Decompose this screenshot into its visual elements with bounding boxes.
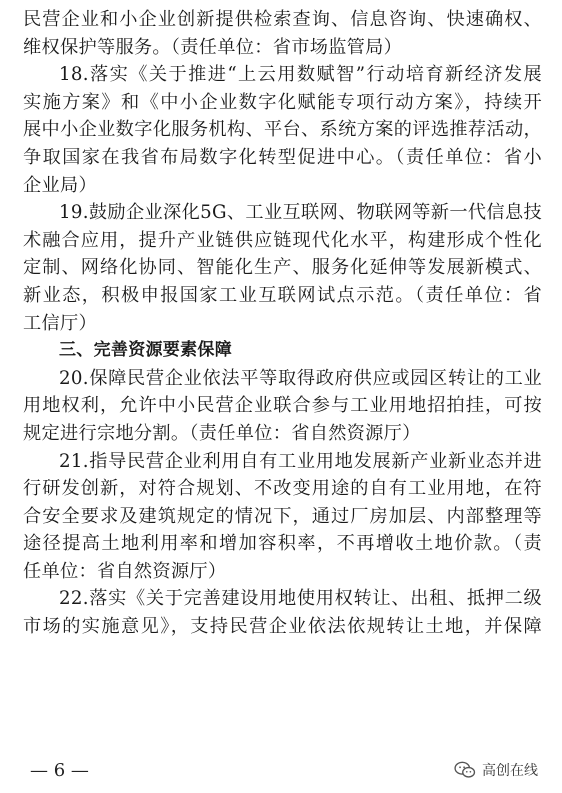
text-line: 用地权利，允许中小民营企业联合参与工业用地招拍挂，可按 xyxy=(23,395,542,417)
text-line: 工信厅） xyxy=(23,312,97,334)
watermark xyxy=(454,760,538,780)
text-line: 18.落实《关于推进“上云用数赋智”行动培育新经济发展 xyxy=(59,64,542,86)
text-line: 任单位：省自然资源厅） xyxy=(23,560,227,582)
text-line: 定制、网络化协同、智能化生产、服务化延伸等发展新模式、 xyxy=(23,257,542,279)
text-line: 行研发创新，对符合规划、不改变用途的自有工业用地，在符 xyxy=(23,478,542,500)
text-line: 20.保障民营企业依法平等取得政府供应或园区转让的工业 xyxy=(59,367,542,389)
text-line: 19.鼓励企业深化5G、工业互联网、物联网等新一代信息技 xyxy=(59,202,542,224)
text-line: 争取国家在我省布局数字化转型促进中心。（责任单位：省小 xyxy=(23,146,542,168)
text-line: 合安全要求及建筑规定的情况下，通过厂房加层、内部整理等 xyxy=(23,505,542,527)
wechat-icon xyxy=(454,761,476,779)
text-line: 民营企业和小企业创新提供检索查询、信息咨询、快速确权、 xyxy=(23,9,542,30)
text-line: 新业态，积极申报国家工业互联网试点示范。（责任单位：省 xyxy=(23,284,542,306)
section-heading: 三、完善资源要素保障 xyxy=(59,340,232,361)
page-number: — 6 — xyxy=(30,760,89,781)
text-line: 展中小企业数字化服务机构、平台、系统方案的评选推荐活动， xyxy=(23,119,542,141)
text-line: 维权保护等服务。（责任单位：省市场监管局） xyxy=(23,36,403,58)
text-line: 22.落实《关于完善建设用地使用权转让、出租、抵押二级 xyxy=(59,588,542,610)
text-line: 企业局） xyxy=(23,174,97,196)
text-line: 途径提高土地利用率和增加容积率，不再增收土地价款。（责 xyxy=(23,533,542,555)
watermark-text: 高创在线 xyxy=(482,763,538,779)
text-line: 规定进行宗地分割。（责任单位：省自然资源厅） xyxy=(23,422,421,444)
text-line: 21.指导民营企业利用自有工业用地发展新产业新业态并进 xyxy=(59,450,542,472)
text-line: 实施方案》和《中小企业数字化赋能专项行动方案》，持续开 xyxy=(23,91,542,113)
text-line: 术融合应用，提升产业链供应链现代化水平，构建形成个性化 xyxy=(23,229,542,251)
text-line: 市场的实施意见》，支持民营企业依法依规转让土地，并保障 xyxy=(23,616,542,638)
